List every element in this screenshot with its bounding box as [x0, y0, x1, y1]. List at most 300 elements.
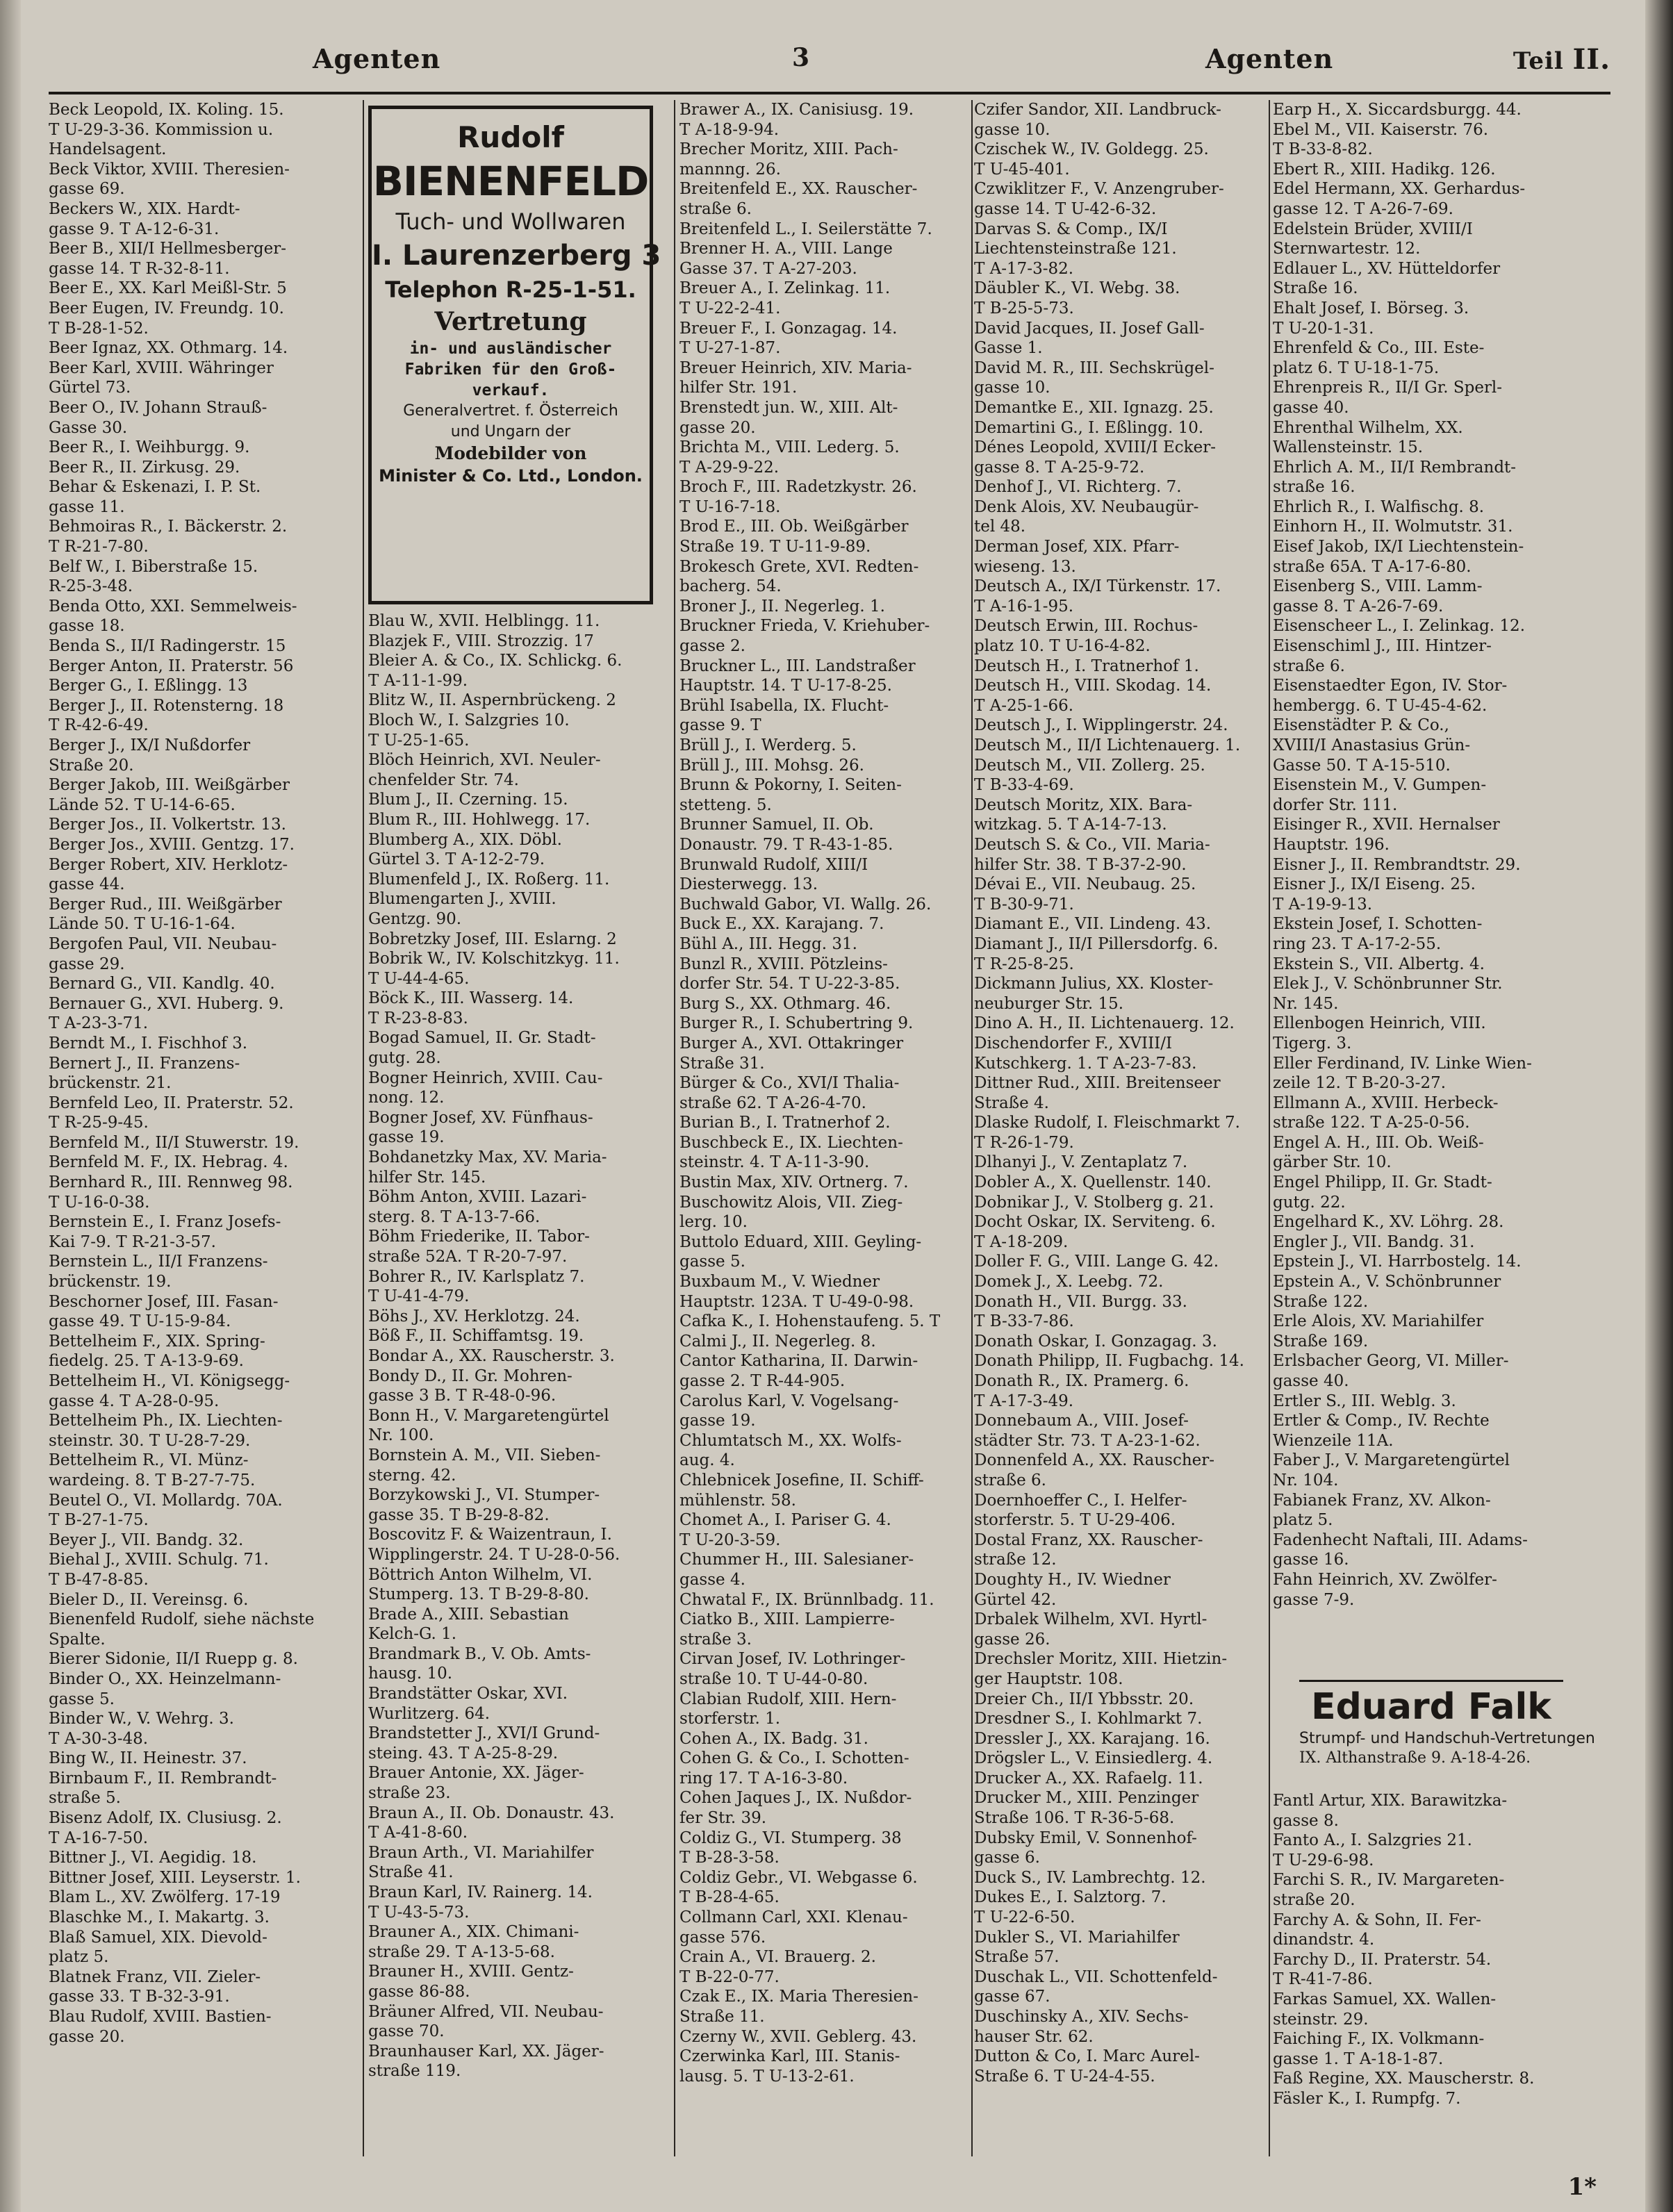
directory-entry-line: Ebel M., VII. Kaiserstr. 76. — [1273, 120, 1489, 139]
directory-entry-line: Tigerg. 3. — [1273, 1034, 1352, 1053]
directory-entry-line: straße 20. — [1273, 1890, 1355, 1909]
directory-entry-line: Berger J., II. Rotensterng. 18 — [49, 696, 284, 715]
directory-entry-line: ger Hauptstr. 108. — [974, 1669, 1123, 1688]
directory-entry-line: Bettelheim F., XIX. Spring- — [49, 1332, 265, 1351]
directory-entry-line: Czerny W., XVII. Geblerg. 43. — [679, 2027, 917, 2046]
directory-entry-line: Domek J., X. Leebg. 72. — [974, 1273, 1164, 1291]
directory-entry-line: gasse 8. T A-26-7-69. — [1273, 597, 1444, 616]
directory-entry-line: Kelch-G. 1. — [368, 1625, 457, 1644]
directory-entry-line: hausg. 10. — [368, 1665, 453, 1683]
directory-entry-line: Chomet A., I. Pariser G. 4. — [679, 1511, 891, 1530]
directory-entry-line: Bohdanetzky Max, XV. Maria- — [368, 1148, 607, 1167]
directory-entry-line: Bisenz Adolf, IX. Clusiusg. 2. — [49, 1809, 282, 1828]
directory-entry-line: ring 17. T A-16-3-80. — [679, 1769, 848, 1788]
directory-entry-line: Drechsler Moritz, XIII. Hietzin- — [974, 1650, 1228, 1669]
directory-entry-line: Deutsch H., I. Tratnerhof 1. — [974, 657, 1199, 675]
directory-entry-line: Ellenbogen Heinrich, VIII. — [1273, 1014, 1486, 1033]
directory-entry-line: Ertler S., III. Weblg. 3. — [1273, 1392, 1456, 1410]
directory-entry-line: Dickmann Julius, XX. Kloster- — [974, 975, 1214, 993]
directory-entry-line: gasse 576. — [679, 1928, 766, 1947]
directory-entry-line: Beer O., IV. Johann Strauß- — [49, 398, 267, 417]
directory-entry-line: Handelsagent. — [49, 140, 167, 159]
directory-entry-line: Ehrlich A. M., II/I Rembrandt- — [1273, 458, 1517, 477]
directory-entry-line: T R-26-1-79. — [974, 1133, 1074, 1152]
directory-entry-line: T U-44-4-65. — [368, 969, 470, 988]
directory-entry-line: T B-28-1-52. — [49, 319, 149, 338]
directory-entry-line: Brunwald Rudolf, XIII/I — [679, 855, 868, 874]
directory-entry-line: hauser Str. 62. — [974, 2027, 1094, 2046]
directory-entry-line: Nr. 100. — [368, 1426, 434, 1445]
directory-entry-line: Dino A. H., II. Lichtenauerg. 12. — [974, 1014, 1235, 1033]
directory-entry-line: Braunhauser Karl, XX. Jäger- — [368, 2042, 604, 2061]
directory-entry-line: Berger Jakob, III. Weißgärber — [49, 776, 290, 795]
directory-entry-line: T A-23-3-71. — [49, 1014, 149, 1033]
directory-entry-line: Coldiz G., VI. Stumperg. 38 — [679, 1829, 902, 1847]
directory-entry-line: gasse 10. — [974, 120, 1050, 139]
directory-entry-line: gasse 70. — [368, 2022, 445, 2041]
directory-entry-line: T U-25-1-65. — [368, 731, 470, 750]
directory-entry-line: T A-18-9-94. — [679, 120, 780, 139]
column-3 — [679, 100, 970, 2170]
directory-entry-line: T U-29-6-98. — [1273, 1851, 1374, 1870]
directory-entry-line: Gürtel 73. — [49, 379, 131, 397]
directory-entry-line: Breuer A., I. Zelinkag. 11. — [679, 279, 891, 298]
directory-entry-line: Dubsky Emil, V. Sonnenhof- — [974, 1829, 1197, 1847]
directory-entry-line: Farchi S. R., IV. Margareten- — [1273, 1871, 1505, 1890]
page-signature: 1* — [1567, 2173, 1597, 2201]
directory-entry-line: wardeing. 8. T B-27-7-75. — [49, 1471, 256, 1489]
directory-entry-line: Epstein A., V. Schönbrunner — [1273, 1273, 1501, 1291]
directory-entry-line: Donath R., IX. Pramerg. 6. — [974, 1372, 1189, 1390]
directory-entry-line: Böhs J., XV. Herklotzg. 24. — [368, 1307, 580, 1326]
directory-entry-line: T A-29-9-22. — [679, 458, 780, 477]
directory-entry-line: Diesterwegg. 13. — [679, 875, 818, 894]
directory-entry-line: Deutsch S. & Co., VII. Maria- — [974, 835, 1210, 854]
directory-entry-line: Brauner H., XVIII. Gentz- — [368, 1963, 574, 1981]
ad-line: IX. Althanstraße 9. A-18-4-26. — [1299, 1749, 1531, 1767]
directory-entry-line: Dischendorfer F., XVIII/I — [974, 1034, 1173, 1053]
directory-entry-line: Brunn & Pokorny, I. Seiten- — [679, 776, 902, 795]
directory-entry-line: Brandstätter Oskar, XVI. — [368, 1685, 568, 1703]
ad-line: Eduard Falk — [1311, 1686, 1551, 1728]
directory-entry-line: David Jacques, II. Josef Gall- — [974, 319, 1205, 338]
directory-entry-line: Brandstetter J., XVI/I Grund- — [368, 1724, 600, 1743]
directory-entry-line: gasse 49. T U-15-9-84. — [49, 1312, 231, 1331]
directory-entry-line: T A-19-9-13. — [1273, 895, 1373, 914]
directory-entry-line: Straße 41. — [368, 1863, 454, 1882]
directory-entry-line: gasse 19. — [368, 1128, 445, 1147]
directory-entry-line: Epstein J., VI. Harrbostelg. 14. — [1273, 1253, 1522, 1271]
directory-entry-line: Edlauer L., XV. Hütteldorfer — [1273, 259, 1501, 278]
directory-entry-line: Bobrik W., IV. Kolschitzkyg. 11. — [368, 950, 620, 968]
directory-entry-line: Ekstein S., VII. Albertg. 4. — [1273, 955, 1485, 973]
directory-entry-line: gasse 6. — [974, 1849, 1040, 1867]
directory-entry-line: T U-43-5-73. — [368, 1903, 470, 1922]
header-rule — [49, 92, 1610, 94]
directory-entry-line: gasse 44. — [49, 875, 125, 894]
directory-entry-line: gasse 9. T — [679, 716, 761, 735]
directory-entry-line: Bienenfeld Rudolf, siehe nächste — [49, 1610, 315, 1629]
directory-entry-line: Fadenhecht Naftali, III. Adams- — [1273, 1530, 1528, 1549]
directory-entry-line: Duschinsky A., XIV. Sechs- — [974, 2008, 1189, 2026]
directory-entry-line: hilfer Str. 38. T B-37-2-90. — [974, 855, 1187, 874]
directory-entry-line: Donnenfeld A., XX. Rauscher- — [974, 1451, 1215, 1470]
section-label — [1513, 43, 1610, 76]
ad-line: Minister & Co. Ltd., London. — [379, 466, 643, 486]
directory-entry-line: Blatnek Franz, VII. Zieler- — [49, 1967, 261, 1986]
directory-entry-line: Straße 16. — [1273, 279, 1358, 298]
directory-entry-line: Donaustr. 79. T R-43-1-85. — [679, 835, 893, 854]
directory-entry-line: T U-45-401. — [974, 160, 1070, 179]
directory-entry-line: Bogner Heinrich, XVIII. Cau- — [368, 1068, 603, 1087]
directory-entry-line: Broner J., II. Negerleg. 1. — [679, 597, 885, 616]
directory-entry-line: Nr. 145. — [1273, 994, 1339, 1013]
directory-entry-line: aug. 4. — [679, 1451, 735, 1470]
directory-entry-line: Chlebnicek Josefine, II. Schiff- — [679, 1471, 924, 1489]
directory-entry-line: Docht Oskar, IX. Serviteng. 6. — [974, 1213, 1216, 1232]
directory-entry-line: Diamant E., VII. Lindeng. 43. — [974, 915, 1212, 934]
directory-entry-line: Straße 106. T R-36-5-68. — [974, 1809, 1175, 1828]
directory-entry-line: Eisenstein M., V. Gumpen- — [1273, 776, 1487, 795]
directory-entry-line: Brauer Antonie, XX. Jäger- — [368, 1764, 584, 1783]
directory-entry-line: Burger A., XVI. Ottakringer — [679, 1034, 904, 1053]
directory-entry-line: T A-41-8-60. — [368, 1824, 468, 1842]
directory-entry-line: Brecher Moritz, XIII. Pach- — [679, 140, 898, 159]
directory-entry-line: Carolus Karl, V. Vogelsang- — [679, 1392, 899, 1410]
directory-entry-line: Benda Otto, XXI. Semmelweis- — [49, 597, 297, 616]
directory-entry-line: zeile 12. T B-20-3-27. — [1273, 1074, 1447, 1093]
ad-line: Telephon R-25-1-51. — [385, 276, 636, 303]
directory-entry-line: straße 52A. T R-20-7-97. — [368, 1248, 568, 1266]
directory-entry-line: Chlumtatsch M., XX. Wolfs- — [679, 1431, 902, 1450]
directory-entry-line: Kai 7-9. T R-21-3-57. — [49, 1232, 216, 1251]
directory-entry-line: Wienzeile 11A. — [1273, 1431, 1394, 1450]
directory-entry-line: gasse 11. — [49, 497, 125, 516]
directory-entry-line: Brod E., III. Ob. Weißgärber — [679, 518, 909, 536]
advertisement-falk — [1299, 1676, 1595, 1780]
column-divider — [363, 100, 364, 2156]
directory-entry-line: Beer Karl, XVIII. Währinger — [49, 358, 274, 377]
directory-entry-line: Dresdner S., I. Kohlmarkt 7. — [974, 1710, 1203, 1728]
directory-entry-line: Cohen A., IX. Badg. 31. — [679, 1729, 868, 1748]
directory-entry-line: Belf W., I. Biberstraße 15. — [49, 557, 258, 576]
directory-entry-line: Blazjek F., VIII. Strozzig. 17 — [368, 632, 594, 650]
directory-entry-line: Deutsch Moritz, XIX. Bara- — [974, 795, 1193, 814]
directory-entry-line: gasse 8. T A-25-9-72. — [974, 458, 1145, 477]
directory-entry-line: straße 119. — [368, 2062, 461, 2081]
directory-entry-line: Lände 50. T U-16-1-64. — [49, 915, 236, 934]
directory-entry-line: T B-27-1-75. — [49, 1511, 149, 1530]
directory-entry-line: mannng. 26. — [679, 160, 781, 179]
directory-entry-line: Ehrenthal Wilhelm, XX. — [1273, 418, 1463, 437]
directory-entry-line: gasse 10. — [974, 379, 1050, 397]
directory-entry-line: lerg. 10. — [679, 1213, 748, 1232]
directory-entry-line: Bustin Max, XIV. Ortnerg. 7. — [679, 1173, 909, 1192]
directory-entry-line: Breuer F., I. Gonzagag. 14. — [679, 319, 898, 338]
directory-entry-line: gasse 33. T B-32-3-91. — [49, 1988, 230, 2006]
directory-entry-line: storferstr. 5. T U-29-406. — [974, 1511, 1176, 1530]
directory-entry-line: gasse 69. — [49, 180, 125, 199]
directory-entry-line: Drbalek Wilhelm, XVI. Hyrtl- — [974, 1610, 1208, 1629]
directory-entry-line: Blumenfeld J., IX. Roßerg. 11. — [368, 870, 610, 889]
directory-entry-line: Berndt M., I. Fischhof 3. — [49, 1034, 248, 1053]
directory-entry-line: Eisenstaedter Egon, IV. Stor- — [1273, 677, 1508, 695]
directory-entry-line: Bittner Josef, XIII. Leyserstr. 1. — [49, 1868, 301, 1887]
directory-entry-line: Fahn Heinrich, XV. Zwölfer- — [1273, 1570, 1497, 1589]
directory-entry-line: Ehrlich R., I. Walfischg. 8. — [1273, 497, 1485, 516]
directory-entry-line: Bernfeld Leo, II. Praterstr. 52. — [49, 1093, 294, 1112]
directory-entry-line: fiedelg. 25. T A-13-9-69. — [49, 1352, 244, 1371]
directory-entry-line: witzkag. 5. T A-14-7-13. — [974, 816, 1167, 834]
directory-entry-line: Liechtensteinstraße 121. — [974, 240, 1177, 258]
directory-entry-line: Berger Anton, II. Praterstr. 56 — [49, 657, 294, 675]
directory-entry-line: Braun A., II. Ob. Donaustr. 43. — [368, 1804, 615, 1822]
directory-entry-line: Bondar A., XX. Rauscherstr. 3. — [368, 1346, 615, 1365]
directory-entry-line: straße 3. — [679, 1630, 752, 1649]
directory-entry-line: Böhm Friederike, II. Tabor- — [368, 1228, 590, 1246]
directory-entry-line: gasse 18. — [49, 617, 125, 636]
directory-entry-line: Lände 52. T U-14-6-65. — [49, 795, 236, 814]
directory-entry-line: Drucker A., XX. Rafaelg. 11. — [974, 1769, 1203, 1788]
directory-entry-line: David M. R., III. Sechskrügel- — [974, 358, 1214, 377]
directory-entry-line: wieseng. 13. — [974, 557, 1076, 576]
directory-entry-line: straße 23. — [368, 1784, 451, 1803]
directory-entry-line: Ehalt Josef, I. Börseg. 3. — [1273, 299, 1469, 317]
directory-entry-line: Beck Leopold, IX. Koling. 15. — [49, 101, 284, 119]
directory-entry-line: Ekstein Josef, I. Schotten- — [1273, 915, 1483, 934]
directory-entry-line: Eisner J., II. Rembrandtstr. 29. — [1273, 855, 1521, 874]
directory-entry-line: Brawer A., IX. Canisiusg. 19. — [679, 101, 914, 119]
directory-entry-line: Dénes Leopold, XVIII/I Ecker- — [974, 438, 1216, 457]
directory-entry-line: Chummer H., III. Salesianer- — [679, 1551, 914, 1569]
directory-entry-line: Bruckner L., III. Landstraßer — [679, 657, 916, 675]
directory-entry-line: Donnebaum A., VIII. Josef- — [974, 1412, 1189, 1430]
directory-entry-line: Derman Josef, XIX. Pfarr- — [974, 538, 1180, 556]
directory-entry-line: T U-16-0-38. — [49, 1193, 150, 1212]
directory-entry-line: straße 6. — [679, 199, 752, 218]
directory-entry-line: Böhm Anton, XVIII. Lazari- — [368, 1188, 587, 1207]
directory-entry-line: Bernert J., II. Franzens- — [49, 1054, 240, 1073]
directory-entry-line: Deutsch J., I. Wipplingerstr. 24. — [974, 716, 1228, 735]
directory-entry-line: chenfelder Str. 74. — [368, 770, 519, 789]
directory-entry-line: Calmi J., II. Negerleg. 8. — [679, 1332, 876, 1351]
directory-entry-line: Berger G., I. Eßlingg. 13 — [49, 677, 248, 695]
directory-entry-line: Dobnikar J., V. Stolberg g. 21. — [974, 1193, 1214, 1212]
directory-entry-line: Bräuner Alfred, VII. Neubau- — [368, 2002, 604, 2021]
directory-entry-line: Gasse 30. — [49, 418, 128, 437]
directory-entry-line: brückenstr. 19. — [49, 1273, 172, 1291]
directory-entry-line: Straße 122. — [1273, 1292, 1369, 1311]
directory-entry-line: Dukes E., I. Salztorg. 7. — [974, 1888, 1167, 1907]
directory-entry-line: Gentzg. 90. — [368, 909, 462, 928]
directory-entry-line: Brauner A., XIX. Chimani- — [368, 1923, 579, 1942]
directory-entry-line: T R-25-9-45. — [49, 1114, 149, 1132]
directory-entry-line: Drucker M., XIII. Penzinger — [974, 1789, 1199, 1808]
directory-entry-line: Brüll J., I. Werderg. 5. — [679, 736, 857, 754]
directory-entry-line: gasse 7-9. — [1273, 1590, 1355, 1609]
directory-entry-line: Doller F. G., VIII. Lange G. 42. — [974, 1253, 1219, 1271]
header-left-title: Agenten — [313, 43, 441, 74]
directory-entry-line: Duschak L., VII. Schottenfeld- — [974, 1967, 1218, 1986]
directory-entry-line: Faiching F., IX. Volkmann- — [1273, 2030, 1485, 2049]
directory-entry-line: gasse 12. T A-26-7-69. — [1273, 199, 1453, 218]
ad-line: I. Laurenzerberg 3 — [372, 240, 661, 272]
directory-entry-line: Fäsler K., I. Rumpfg. 7. — [1273, 2089, 1461, 2108]
directory-entry-line: stetteng. 5. — [679, 795, 772, 814]
directory-entry-line: Demantke E., XII. Ignazg. 25. — [974, 398, 1214, 417]
directory-entry-line: Bondy D., II. Gr. Mohren- — [368, 1367, 572, 1385]
directory-entry-line: Dobler A., X. Quellenstr. 140. — [974, 1173, 1212, 1192]
directory-entry-line: T A-16-1-95. — [974, 597, 1074, 616]
directory-entry-line: dinandstr. 4. — [1273, 1931, 1375, 1949]
directory-entry-line: Beckers W., XIX. Hardt- — [49, 199, 240, 218]
advertisement-bienenfeld — [368, 106, 661, 604]
directory-entry-line: gasse 29. — [49, 955, 125, 973]
directory-entry-line: Farchy A. & Sohn, II. Fer- — [1273, 1910, 1481, 1929]
directory-entry-line: Bettelheim R., VI. Münz- — [49, 1451, 249, 1470]
directory-entry-line: T U-27-1-87. — [679, 339, 781, 358]
page-header — [49, 35, 1610, 83]
directory-entry-line: Eisenberg S., VIII. Lamm- — [1273, 577, 1483, 596]
directory-entry-line: dorfer Str. 54. T U-22-3-85. — [679, 975, 900, 993]
directory-entry-line: straße 12. — [974, 1551, 1057, 1569]
directory-entry-line: Braun Karl, IV. Rainerg. 14. — [368, 1883, 593, 1901]
directory-entry-line: T U-20-3-59. — [679, 1530, 781, 1549]
page-number: 3 — [792, 43, 811, 72]
directory-entry-line: gasse 3 B. T R-48-0-96. — [368, 1387, 557, 1405]
directory-entry-line: gasse 19. — [679, 1412, 756, 1430]
directory-entry-line: Brenstedt jun. W., XIII. Alt- — [679, 398, 898, 417]
directory-entry-line: Beer Ignaz, XX. Othmarg. 14. — [49, 339, 288, 358]
directory-entry-line: Dittner Rud., XIII. Breitenseer — [974, 1074, 1221, 1093]
directory-entry-line: gasse 20. — [49, 2027, 125, 2046]
directory-entry-line: T U-20-1-31. — [1273, 319, 1374, 338]
directory-entry-line: Berger J., IX/I Nußdorfer — [49, 736, 251, 754]
directory-entry-line: Gasse 37. T A-27-203. — [679, 259, 857, 278]
directory-entry-line: sterng. 42. — [368, 1466, 456, 1485]
directory-entry-line: Breitenfeld E., XX. Rauscher- — [679, 180, 918, 199]
directory-entry-line: Benda S., II/I Radingerstr. 15 — [49, 637, 286, 656]
directory-entry-line: Donath Philipp, II. Fugbachg. 14. — [974, 1352, 1244, 1371]
directory-entry-line: Brunner Samuel, II. Ob. — [679, 816, 874, 834]
directory-entry-line: Bürger & Co., XVI/I Thalia- — [679, 1074, 900, 1093]
directory-entry-line: straße 6. — [974, 1471, 1046, 1489]
directory-entry-line: Drögsler L., V. Einsiedlerg. 4. — [974, 1749, 1213, 1768]
directory-entry-line: Doughty H., IV. Wiedner — [974, 1570, 1171, 1589]
directory-entry-line: Eller Ferdinand, IV. Linke Wien- — [1273, 1054, 1532, 1073]
directory-entry-line: Dlaske Rudolf, I. Fleischmarkt 7. — [974, 1114, 1240, 1132]
directory-entry-line: nong. 12. — [368, 1089, 445, 1107]
directory-entry-line: Gasse 50. T A-15-510. — [1273, 756, 1451, 775]
directory-entry-line: Dressler J., XX. Karajang. 16. — [974, 1729, 1210, 1748]
directory-entry-line: T R-23-8-83. — [368, 1009, 468, 1027]
directory-entry-line: Borzykowski J., VI. Stumper- — [368, 1486, 600, 1505]
directory-entry-line: Buck E., XX. Karajang. 7. — [679, 915, 884, 934]
directory-entry-line: Diamant J., II/I Pillersdorfg. 6. — [974, 934, 1219, 953]
ad-line: Vertretung — [434, 307, 587, 336]
directory-entry-line: Czerwinka Karl, III. Stanis- — [679, 2047, 900, 2066]
directory-entry-line: gasse 67. — [974, 1988, 1050, 2006]
directory-entry-line: Doernhoeffer C., I. Helfer- — [974, 1491, 1187, 1510]
directory-entry-line: Farchy D., II. Praterstr. 54. — [1273, 1950, 1492, 1969]
directory-entry-line: Beer B., XII/I Hellmesberger- — [49, 240, 286, 258]
directory-entry-line: Buxbaum M., V. Wiedner — [679, 1273, 880, 1291]
directory-entry-line: XVIII/I Anastasius Grün- — [1273, 736, 1471, 754]
directory-entry-line: Eisenstädter P. & Co., — [1273, 716, 1449, 735]
directory-entry-line: Bergofen Paul, VII. Neubau- — [49, 934, 277, 953]
directory-entry-line: Blau W., XVII. Helblingg. 11. — [368, 612, 600, 630]
directory-entry-line: Bohrer R., IV. Karlsplatz 7. — [368, 1267, 585, 1286]
directory-entry-line: dorfer Str. 111. — [1273, 795, 1398, 814]
directory-entry-line: Bernard G., VII. Kandlg. 40. — [49, 975, 275, 993]
directory-entry-line: Brühl Isabella, IX. Flucht- — [679, 696, 889, 715]
directory-entry-line: Bobretzky Josef, III. Eslarng. 2 — [368, 930, 617, 948]
directory-entry-line: Beer R., I. Weihburgg. 9. — [49, 438, 250, 457]
directory-entry-line: Engel A. H., III. Ob. Weiß- — [1273, 1133, 1484, 1152]
directory-entry-line: Böttrich Anton Wilhelm, VI. — [368, 1565, 593, 1584]
directory-entry-line: hilfer Str. 145. — [368, 1168, 486, 1187]
directory-entry-line: T A-17-3-82. — [974, 259, 1074, 278]
directory-entry-line: Boscovitz F. & Waizentraun, I. — [368, 1526, 612, 1544]
directory-entry-line: Cantor Katharina, II. Darwin- — [679, 1352, 918, 1371]
ad-line: und Ungarn der — [450, 423, 571, 440]
directory-entry-line: Bittner J., VI. Aegidig. 18. — [49, 1849, 257, 1867]
directory-entry-line: Bloch W., I. Salzgries 10. — [368, 711, 570, 729]
directory-entry-line: steinstr. 30. T U-28-7-29. — [49, 1431, 251, 1450]
directory-entry-line: R-25-3-48. — [49, 577, 133, 596]
directory-entry-line: Bonn H., V. Margaretengürtel — [368, 1406, 609, 1425]
directory-entry-line: Dukler S., VI. Mariahilfer — [974, 1928, 1180, 1947]
directory-entry-line: Blau Rudolf, XVIII. Bastien- — [49, 2008, 272, 2026]
directory-entry-line: Burian B., I. Tratnerhof 2. — [679, 1114, 891, 1132]
directory-entry-line: Bernhard R., III. Rennweg 98. — [49, 1173, 293, 1192]
directory-entry-line: Buschowitz Alois, VII. Zieg- — [679, 1193, 903, 1212]
directory-entry-line: Behar & Eskenazi, I. P. St. — [49, 478, 261, 497]
directory-entry-line: Edelstein Brüder, XVIII/I — [1273, 220, 1473, 238]
ad-line: Tuch- und Wollwaren — [395, 208, 626, 235]
directory-entry-line: Spalte. — [49, 1630, 106, 1649]
directory-entry-line: Fabianek Franz, XV. Alkon- — [1273, 1491, 1491, 1510]
directory-entry-line: Ertler & Comp., IV. Rechte — [1273, 1412, 1490, 1430]
directory-entry-line: Eisenscheer L., I. Zelinkag. 12. — [1273, 617, 1526, 636]
directory-entry-line: Beck Viktor, XVIII. Theresien- — [49, 160, 290, 179]
directory-entry-line: Bing W., II. Heinestr. 37. — [49, 1749, 247, 1768]
directory-entry-line: Bernstein L., II/I Franzens- — [49, 1253, 268, 1271]
directory-entry-line: T R-42-6-49. — [49, 716, 149, 735]
directory-entry-line: T U-29-3-36. Kommission u. — [49, 120, 274, 139]
ad-line: Generalvertret. f. Österreich — [403, 402, 618, 420]
directory-entry-line: städter Str. 73. T A-23-1-62. — [974, 1431, 1201, 1450]
directory-entry-line: Ciatko B., XIII. Lampierre- — [679, 1610, 895, 1629]
directory-entry-line: Czifer Sandor, XII. Landbruck- — [974, 101, 1221, 119]
directory-entry-line: T R-41-7-86. — [1273, 1970, 1373, 1989]
directory-entry-line: straße 29. T A-13-5-68. — [368, 1942, 555, 1961]
directory-entry-line: Elek J., V. Schönbrunner Str. — [1273, 975, 1503, 993]
directory-entry-line: Eisef Jakob, IX/I Liechtenstein- — [1273, 538, 1524, 556]
directory-entry-line: Fanto A., I. Salzgries 21. — [1273, 1831, 1472, 1850]
directory-entry-line: platz 6. T U-18-1-75. — [1273, 358, 1440, 377]
scan-right-edge — [1645, 0, 1673, 2212]
directory-entry-line: Ehrenpreis R., II/I Gr. Sperl- — [1273, 379, 1503, 397]
directory-entry-line: Beer Eugen, IV. Freundg. 10. — [49, 299, 284, 317]
column-2 — [368, 611, 668, 2170]
section-word: Teil — [1513, 47, 1564, 75]
directory-entry-line: Burger R., I. Schubertring 9. — [679, 1014, 914, 1033]
directory-entry-line: Farkas Samuel, XX. Wallen- — [1273, 1990, 1497, 2008]
directory-entry-line: hembergg. 6. T U-45-4-62. — [1273, 696, 1487, 715]
directory-entry-line: Hauptstr. 123A. T U-49-0-98. — [679, 1292, 914, 1311]
directory-entry-line: Brenner H. A., VIII. Lange — [679, 240, 893, 258]
